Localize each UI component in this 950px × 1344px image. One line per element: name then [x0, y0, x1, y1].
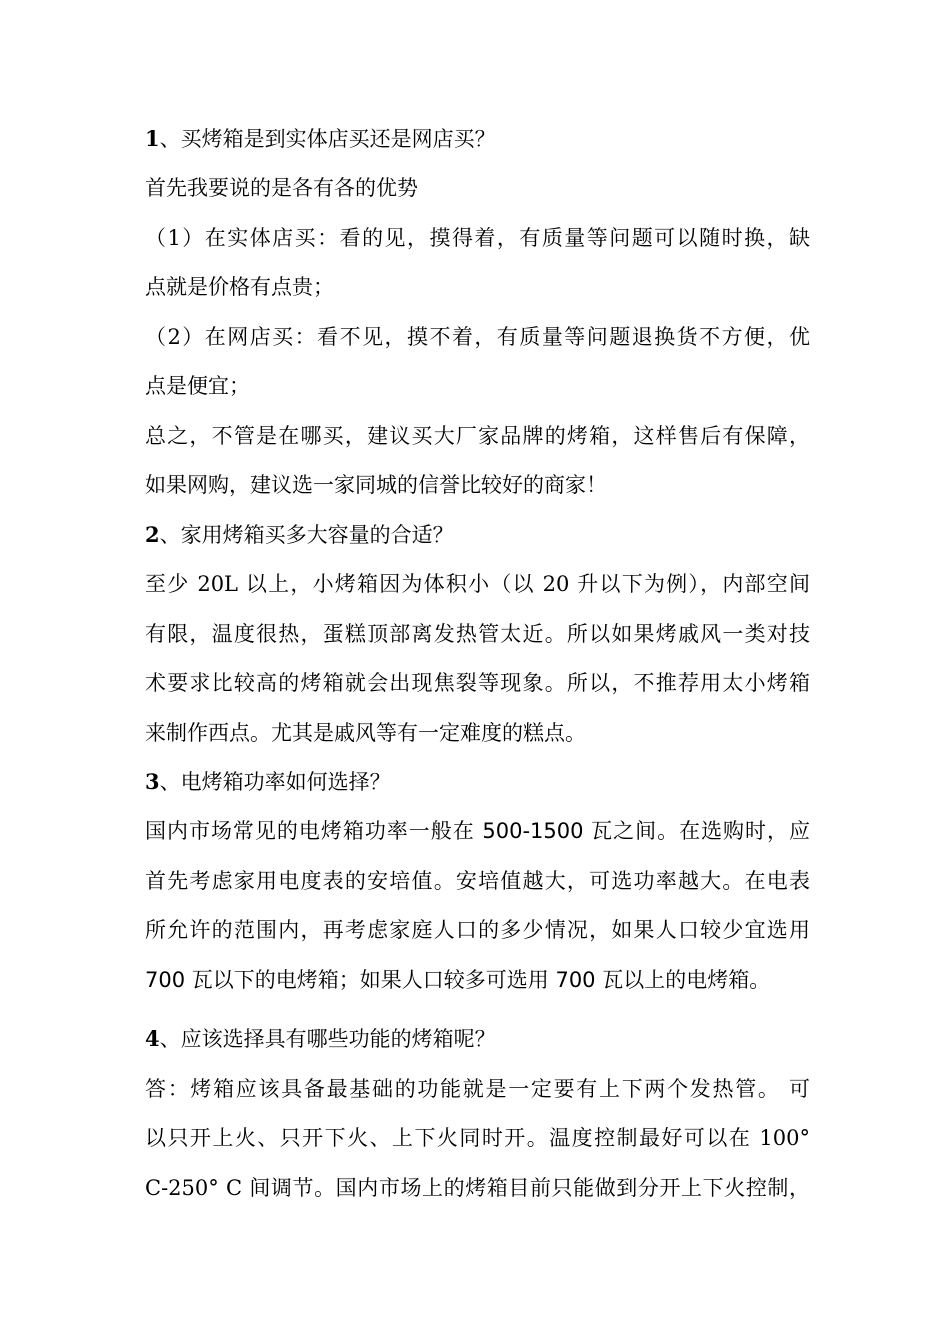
question-3-heading: [145, 768, 810, 796]
question-4-heading: [145, 1025, 810, 1053]
paragraph-line: 至少 20L 以上，小烤箱因为体积小（以 20 升以下为例），内部空间: [145, 572, 810, 596]
paragraph-line: 答：烤箱应该具备最基础的功能就是一定要有上下两个发热管。 可: [145, 1077, 810, 1101]
number-run: 500-1500: [482, 819, 584, 843]
paragraph-line: 以只开上火、只开下火、上下火同时开。温度控制最好可以在 100°: [145, 1126, 810, 1150]
question-number: 3: [145, 769, 160, 794]
paragraph-line: 有限，温度很热，蛋糕顶部离发热管太近。所以如果烤戚风一类对技: [145, 622, 810, 646]
paragraph-line: 如果网购，建议选一家同城的信誉比较好的商家！: [145, 473, 607, 497]
number-run: 700: [145, 968, 186, 992]
paragraph-line: 术要求比较高的烤箱就会出现焦裂等现象。所以，不推荐用太小烤箱: [145, 671, 810, 695]
question-text: 、应该选择具有哪些功能的烤箱呢？: [159, 1027, 496, 1051]
paragraph-line: （2）在网店买：看不见，摸不着，有质量等问题退换货不方便，优: [145, 325, 810, 349]
question-text: 、买烤箱是到实体店买还是网店买？: [159, 127, 496, 151]
question-number: 4: [145, 1026, 160, 1051]
paragraph-line: C-250° C 间调节。国内市场上的烤箱目前只能做到分开上下火控制，: [145, 1176, 810, 1200]
number-run: 700: [555, 968, 596, 992]
question-number: 2: [145, 522, 160, 547]
text-run: 瓦以下的电烤箱；如果人口较多可选用: [185, 968, 556, 992]
paragraph-line: （1）在实体店买：看的见，摸得着，有质量等问题可以随时换，缺: [145, 226, 810, 250]
question-text: 、电烤箱功率如何选择？: [159, 770, 391, 794]
question-2-heading: [145, 521, 810, 549]
text-run: 国内市场常见的电烤箱功率一般在: [145, 819, 483, 843]
paragraph-line: 首先考虑家用电度表的安培值。安培值越大，可选功率越大。在电表: [145, 869, 810, 893]
question-1-heading: [145, 125, 810, 153]
question-text: 、家用烤箱买多大容量的合适？: [159, 523, 454, 547]
paragraph-line: [145, 817, 810, 845]
text-run: 瓦以上的电烤箱。: [595, 968, 771, 992]
paragraph-line: 总之，不管是在哪买，建议买大厂家品牌的烤箱，这样售后有保障，: [145, 424, 810, 448]
question-number: 1: [145, 126, 160, 151]
paragraph-line: 首先我要说的是各有各的优势: [145, 176, 418, 200]
paragraph-line: 来制作西点。尤其是戚风等有一定难度的糕点。: [145, 721, 586, 745]
paragraph-line: 点就是价格有点贵；: [145, 275, 334, 299]
paragraph-line: 点是便宜；: [145, 374, 250, 398]
text-run: 瓦之间。在选购时，应: [583, 819, 810, 843]
paragraph-line: 所允许的范围内，再考虑家庭人口的多少情况，如果人口较少宜选用: [145, 918, 810, 942]
paragraph-line: [145, 966, 810, 994]
